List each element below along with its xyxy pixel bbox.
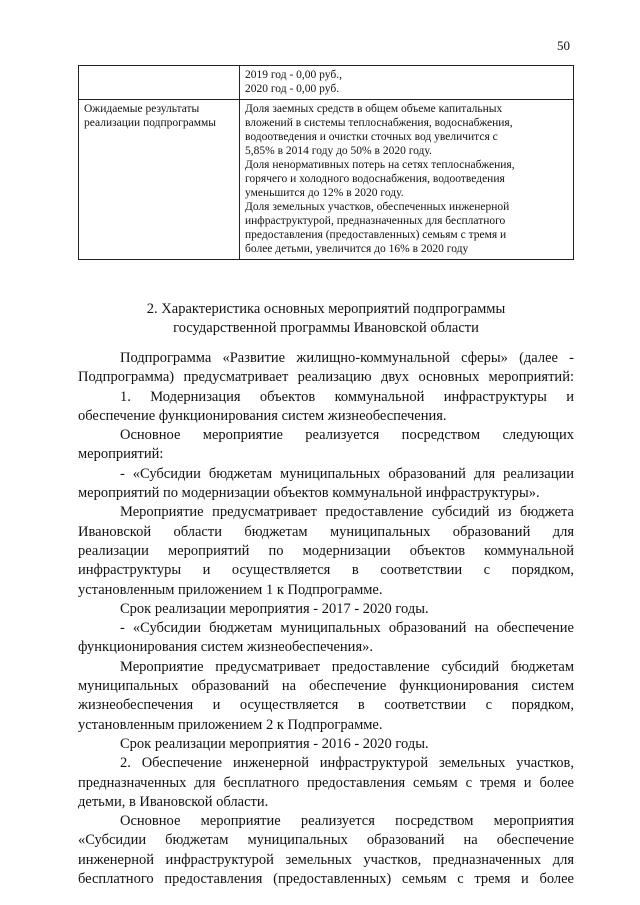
table-line: 2020 год - 0,00 руб. — [245, 83, 340, 95]
body-line: предназначенных для бесплатного предоставления семьям с тремя и более — [78, 774, 574, 791]
body-line: обеспечение функционирования систем жизнеобеспечения. — [78, 407, 447, 424]
body-line: Срок реализации мероприятия - 2016 - 2020 годы. — [120, 735, 429, 752]
page-number: 50 — [557, 38, 570, 53]
body-line: инженерной инфраструктурой земельных участков, предназначенных для — [78, 851, 574, 868]
body-line: Подпрограмма «Развитие жилищно-коммунальной сферы» (далее - — [120, 350, 574, 366]
body-line: Основное мероприятие реализуется посредством следующих — [120, 427, 574, 444]
table-line: горячего и холодного водоснабжения, водоотведения — [245, 173, 505, 185]
body-line: функционирования систем жизнеобеспечения». — [78, 639, 373, 656]
section-title — [78, 300, 574, 338]
table-row — [79, 100, 574, 260]
body-line: Ивановской области бюджетам муниципальных образований для — [78, 523, 574, 540]
body-line: муниципальных образований на обеспечение функционирования систем — [78, 678, 574, 695]
body-line: 1. Модернизация объектов коммунальной инфраструктуры и — [120, 388, 574, 405]
table-line: предоставления (предоставленных) семьям с тремя и — [245, 229, 507, 241]
body-line: 2. Обеспечение инженерной инфраструктурой земельных участков, — [120, 755, 574, 772]
table-line: вложений в системы теплоснабжения, водоснабжения, — [245, 117, 513, 129]
table-label-cell — [79, 100, 240, 260]
body-line: - «Субсидии бюджетам муниципальных образований для реализации — [120, 465, 574, 482]
table-line: Доля ненормативных потерь на сетях теплоснабжения, — [245, 159, 515, 171]
table-line: 2019 год - 0,00 руб., — [245, 69, 342, 81]
body-line: Основное мероприятие реализуется посредством мероприятия — [120, 813, 574, 830]
section-title-line: государственной программы Ивановской области — [173, 320, 479, 336]
body-line: мероприятий по модернизации объектов коммунальной инфраструктуры». — [78, 485, 540, 502]
table-line: Доля земельных участков, обеспеченных инженерной — [245, 201, 510, 213]
body-line: Подпрограмма) предусматривает реализацию двух основных мероприятий: — [78, 369, 574, 386]
results-table — [78, 65, 574, 260]
table-line: более детьми, увеличится до 16% в 2020 году — [245, 243, 469, 255]
table-value-cell — [240, 100, 574, 260]
table-row — [79, 66, 574, 100]
body-line: жизнеобеспечения и осуществляется в соответствии с порядком, — [78, 697, 574, 714]
body-line: реализации мероприятий по модернизации объектов коммунальной — [78, 542, 574, 559]
section-title-line: 2. Характеристика основных мероприятий подпрограммы — [146, 301, 506, 317]
body-line: «Субсидии бюджетам муниципальных образований на обеспечение — [78, 832, 574, 849]
table-line: Доля заемных средств в общем объеме капитальных — [245, 103, 503, 115]
body-line: - «Субсидии бюджетам муниципальных образований на обеспечение — [120, 620, 574, 637]
table-label-line: Ожидаемые результаты — [84, 103, 200, 115]
body-line: Срок реализации мероприятия - 2017 - 2020 годы. — [120, 600, 429, 617]
table-value-cell — [240, 66, 574, 100]
body-line: Мероприятие предусматривает предоставление субсидий из бюджета — [120, 504, 574, 521]
table-line: 5,85% в 2014 году до 50% в 2020 году. — [245, 145, 432, 157]
body-line: установленным приложением 2 к Подпрограмме. — [78, 716, 383, 733]
table-line: водоотведения и очистки сточных вод увеличится с — [245, 131, 498, 143]
table-line: уменьшится до 12% в 2020 году. — [245, 187, 404, 199]
body-line: детьми, в Ивановской области. — [78, 793, 269, 810]
table-label-line: реализации подпрограммы — [84, 117, 217, 129]
table-line: инфраструктурой, предназначенных для бесплатного — [245, 215, 506, 227]
body-line: установленным приложением 1 к Подпрограмме. — [78, 581, 383, 598]
table-label-cell — [79, 66, 240, 100]
body-text — [78, 349, 574, 889]
body-line: мероприятий: — [78, 446, 164, 463]
body-line: инфраструктуры и осуществляется в соответствии с порядком, — [78, 562, 574, 579]
body-line: Мероприятие предусматривает предоставление субсидий бюджетам — [120, 658, 574, 675]
body-line: бесплатного предоставления (предоставленных) семьям с тремя и более — [78, 871, 574, 888]
